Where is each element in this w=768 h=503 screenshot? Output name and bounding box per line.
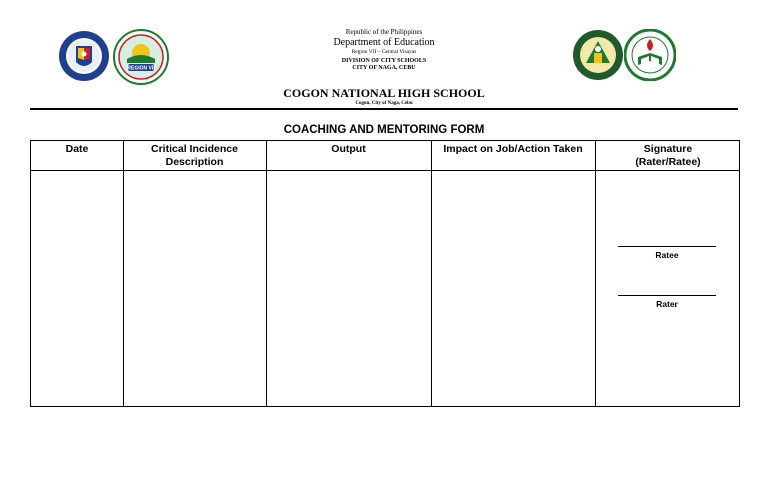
header-row-divider	[31, 170, 739, 171]
school-name: COGON NATIONAL HIGH SCHOOL	[283, 86, 485, 100]
column-divider	[431, 141, 432, 406]
letterhead-divider	[30, 108, 738, 110]
letterhead-division: DIVISION OF CITY SCHOOLS	[341, 57, 427, 64]
form-title: COACHING AND MENTORING FORM	[283, 124, 485, 136]
column-divider	[266, 141, 267, 406]
header-impact: Impact on Job/Action Taken	[443, 143, 583, 155]
header-signature: Signature (Rater/Ratee)	[635, 143, 701, 168]
header-output: Output	[331, 143, 366, 155]
coaching-form-table	[30, 140, 740, 407]
letterhead-region: Region VII – Central Visayas	[351, 49, 417, 55]
header-critical-incidence: Critical Incidence Description	[151, 143, 238, 168]
header-date: Date	[65, 143, 89, 155]
ratee-signature-line	[618, 246, 716, 247]
school-address: Cogon, City of Naga, Cebu	[355, 101, 413, 106]
svg-text:REGION VII: REGION VII	[127, 65, 155, 72]
rater-label: Rater	[656, 299, 678, 309]
column-divider	[595, 141, 596, 406]
letterhead-republic: Republic of the Philippines	[345, 28, 423, 36]
ratee-label: Ratee	[655, 250, 679, 260]
letterhead-city: CITY OF NAGA, CEBU	[352, 64, 416, 71]
letterhead-department: Department of Education	[333, 37, 435, 48]
column-divider	[123, 141, 124, 406]
letterhead	[0, 29, 768, 71]
rater-signature-line	[618, 295, 716, 296]
